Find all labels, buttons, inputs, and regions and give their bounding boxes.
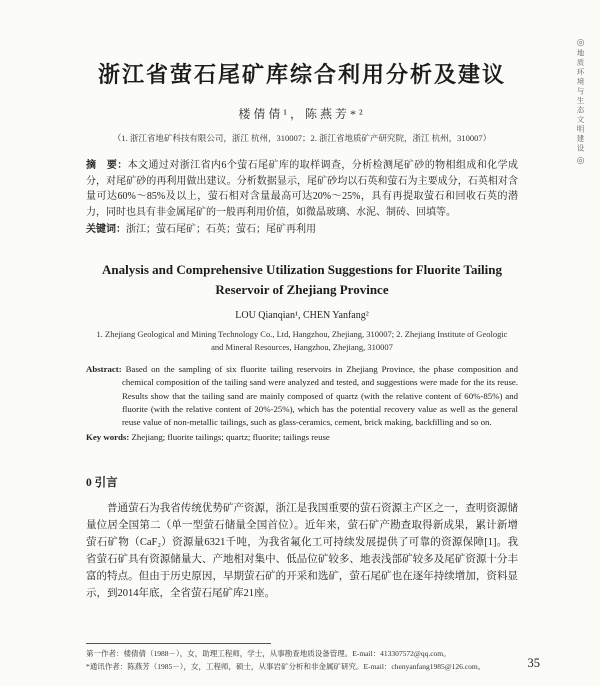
keywords-label-cn: 关键词：	[86, 224, 126, 235]
authors-en: LOU Qianqian¹, CHEN Yanfang²	[235, 309, 369, 321]
intro-paragraph: 普通萤石为我省传统优势矿产资源，浙江是我国重要的萤石资源主产区之一，查明资源储量位居全国第二（单一型萤石储量全国首位）。近年来，萤石矿产勘查取得新成果，累计新增萤石矿物（CaF₂）资源量6321千吨，为我省氟化工可持续发展提供了可靠的资源保障[1]。我省萤石矿具有资源储量大、产地相对集中、低品位矿较多、地表浅部矿较多及尾矿资源十分丰富的特点。但由于历史原因，早期萤石矿的开采和选矿，萤石尾矿也在逐年持续增加，资料显示，到2014年底，全省萤石尾矿库21座。	[86, 503, 518, 600]
section-heading-introduction: 0 引言	[86, 477, 118, 490]
page-number: 35	[527, 656, 540, 670]
authors-cn: 楼倩倩¹，陈燕芳*²	[238, 107, 366, 121]
footnote-corresponding-author: *通讯作者：陈燕芳（1985－），女，工程师，硕士，从事岩矿分析和非金属矿研究。E-mail：chenyanfang1985@126.com。	[86, 661, 486, 671]
abstract-en	[86, 363, 518, 429]
abstract-text-cn: 本文通过对浙江省内6个萤石尾矿库的取样调查，分析检测尾矿砂的物相组成和化学成分，对尾矿砂的再利用做出建议。分析数据显示，尾矿砂均以石英和萤石为主要成分，石英相对含量可达60%～85%及以上，萤石相对含量最高可达20%～25%，具有再提取萤石和回收石英的潜力，同时也具有非金属尾矿的一般再利用价值，如微晶玻璃、水泥、制砖、回填等。	[86, 160, 519, 218]
journal-side-banner	[575, 36, 586, 167]
paper-title-en: Analysis and Comprehensive Utilization Suggestions for Fluorite Tailing Reservoir of Zhejiang Province	[101, 261, 503, 297]
abstract-text-en: Based on the sampling of six fluorite tailing reservoirs in Zhejiang Province, the phase composition and chemical composition of the tailing sand were analyzed and tested, and suggestions were made for the its reuse. Results show that the tailing sand are mainly composed of quartz (with the relative content of 60%-85%) and fluorite (with the relative content of 20%-25%), which has the potential recovery value as well as the general reuse value of non-metallic tailings, such as glass-ceramics, cement, brick making, backfilling and so on.	[122, 364, 519, 428]
affiliation-cn: （1. 浙江省地矿科技有限公司，浙江 杭州，310007；2. 浙江省地质矿产研究院，浙江 杭州，310007）	[112, 133, 492, 143]
side-banner-top-icon: ◎	[576, 37, 585, 47]
side-banner-bottom-icon: ◎	[576, 154, 585, 165]
abstract-label-en: Abstract:	[86, 364, 122, 375]
footnote-area	[86, 643, 518, 673]
paper-title-cn: 浙江省萤石尾矿库综合利用分析及建议	[97, 62, 506, 87]
keywords-en	[86, 431, 518, 444]
side-banner-text: 地质环境与生态文明建设	[576, 49, 585, 154]
keywords-text-en: Zhejiang; fluorite tailings; quartz; fluorite; tailings reuse	[131, 432, 330, 443]
abstract-cn	[86, 158, 518, 220]
footnote-divider	[86, 643, 271, 644]
keywords-cn	[86, 222, 518, 238]
abstract-label-cn: 摘 要：	[86, 160, 128, 171]
keywords-label-en: Key words:	[86, 432, 130, 443]
footnote-first-author: 第一作者：楼倩倩（1988－），女，助理工程师，学士，从事勘查地质设备管理。E-mail：413307572@qq.com。	[86, 649, 451, 659]
keywords-text-cn: 浙江；萤石尾矿；石英；萤石；尾矿再利用	[126, 224, 316, 235]
affiliation-en: 1. Zhejiang Geological and Mining Technology Co., Ltd, Hangzhou, Zhejiang, 310007; 2. Zhejiang Institute of Geologic and Mineral Resources, Hangzhou, Zhejiang, 310007	[96, 328, 508, 352]
